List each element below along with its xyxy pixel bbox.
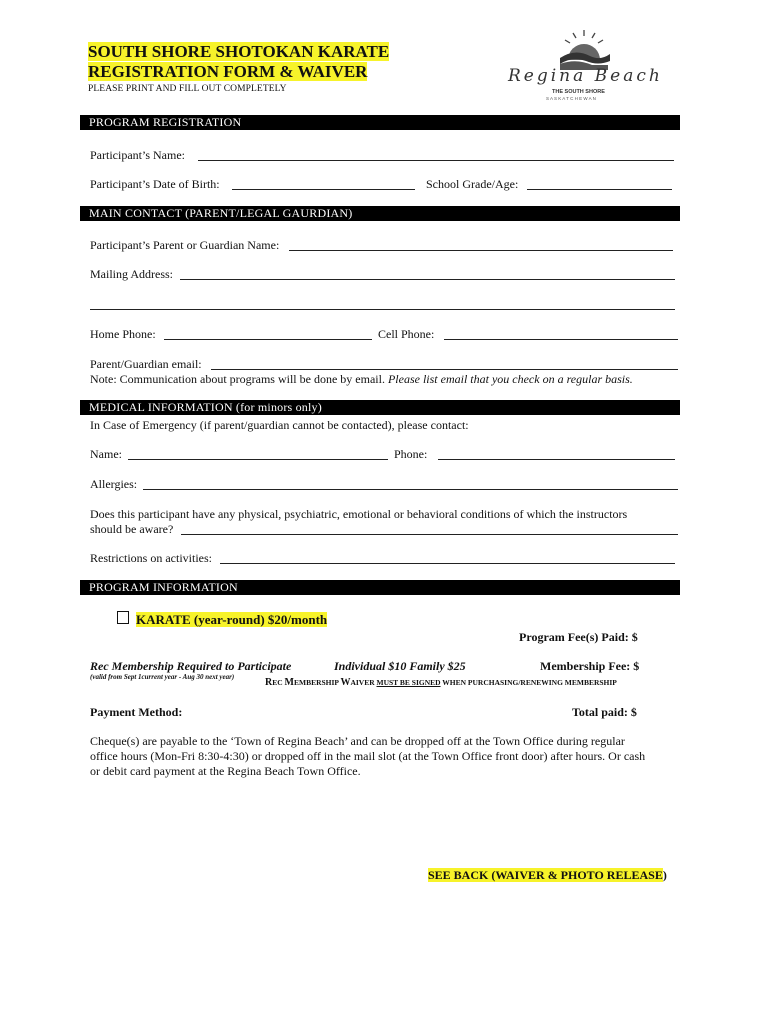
program-fee-paid-label: Program Fee(s) Paid: $ [519, 630, 638, 644]
form-subtitle: PLEASE PRINT AND FILL OUT COMPLETELY [88, 84, 287, 94]
section-header-program-info: PROGRAM INFORMATION [80, 580, 680, 595]
school-grade-label: School Grade/Age: [426, 177, 519, 191]
home-phone-label: Home Phone: [90, 327, 156, 341]
karate-option-label: KARATE (year-round) $20/month [136, 612, 328, 627]
membership-fee-label: Membership Fee: $ [540, 659, 640, 673]
parent-name-label: Participant’s Parent or Guardian Name: [90, 238, 280, 252]
home-phone-field[interactable] [164, 339, 372, 340]
emergency-phone-label: Phone: [394, 447, 428, 461]
section-header-medical: MEDICAL INFORMATION (for minors only) [80, 400, 680, 415]
form-title-line-1: SOUTH SHORE SHOTOKAN KARATE [88, 42, 390, 61]
parent-email-label: Parent/Guardian email: [90, 357, 202, 371]
school-grade-field[interactable] [527, 189, 672, 190]
emergency-intro: In Case of Emergency (if parent/guardian cannot be contacted), please contact: [90, 418, 469, 432]
cheque-info-line-3: or debit card payment at the Regina Beach Town Office. [90, 764, 361, 778]
conditions-question-line-2: should be aware? [90, 522, 174, 536]
conditions-question-line-1: Does this participant have any physical, psychiatric, emotional or behavioral conditions of which the instructors [90, 507, 628, 521]
karate-checkbox[interactable] [117, 611, 129, 624]
participant-name-field[interactable] [198, 160, 674, 161]
form-title-line-2: REGISTRATION FORM & WAIVER [88, 62, 368, 81]
cell-phone-label: Cell Phone: [378, 327, 435, 341]
allergies-field[interactable] [143, 489, 678, 490]
section-header-main-contact: MAIN CONTACT (PARENT/LEGAL GAURDIAN) [80, 206, 680, 221]
payment-method-label: Payment Method: [90, 705, 183, 719]
parent-name-field[interactable] [289, 250, 673, 251]
total-paid-label: Total paid: $ [572, 705, 637, 719]
emergency-phone-field[interactable] [438, 459, 675, 460]
logo-tagline: THE SOUTH SHORE [552, 89, 605, 95]
rec-membership-label: Rec Membership Required to Participate [90, 659, 292, 673]
see-back-notice: SEE BACK (WAIVER & PHOTO RELEASE) [428, 868, 667, 882]
mailing-address-label: Mailing Address: [90, 267, 173, 281]
mailing-address-field-line-2[interactable] [90, 309, 675, 310]
emergency-name-field[interactable] [128, 459, 388, 460]
email-note: Note: Communication about programs will be done by email. Please list email that you check on a regular basis. [90, 372, 633, 386]
cheque-info-line-2: office hours (Mon-Fri 8:30-4:30) or dropped off in the mail slot (at the Town Office front door) after hours. Or cash [90, 749, 646, 763]
waiver-requirement: REC MEMBERSHIP WAIVER MUST BE SIGNED WHEN PURCHASING/RENEWING MEMBERSHIP [265, 677, 617, 688]
parent-email-field[interactable] [211, 369, 678, 370]
allergies-label: Allergies: [90, 477, 138, 491]
participant-name-label: Participant’s Name: [90, 148, 185, 162]
restrictions-field[interactable] [220, 563, 675, 564]
cell-phone-field[interactable] [444, 339, 678, 340]
conditions-field[interactable] [181, 534, 678, 535]
section-header-program-registration: PROGRAM REGISTRATION [80, 115, 680, 130]
cheque-info-line-1: Cheque(s) are payable to the ‘Town of Regina Beach’ and can be dropped off at the Town Office during regular [90, 734, 625, 748]
logo-province: S A S K A T C H E W A N [546, 96, 596, 101]
membership-validity-note: (valid from Sept 1current year - Aug 30 next year) [90, 673, 235, 681]
participant-dob-field[interactable] [232, 189, 415, 190]
logo-script-text: Regina Beach [508, 66, 663, 86]
emergency-name-label: Name: [90, 447, 122, 461]
membership-pricing: Individual $10 Family $25 [334, 659, 466, 673]
regina-beach-logo [500, 30, 663, 105]
restrictions-label: Restrictions on activities: [90, 551, 212, 565]
mailing-address-field[interactable] [180, 279, 675, 280]
participant-dob-label: Participant’s Date of Birth: [90, 177, 220, 191]
